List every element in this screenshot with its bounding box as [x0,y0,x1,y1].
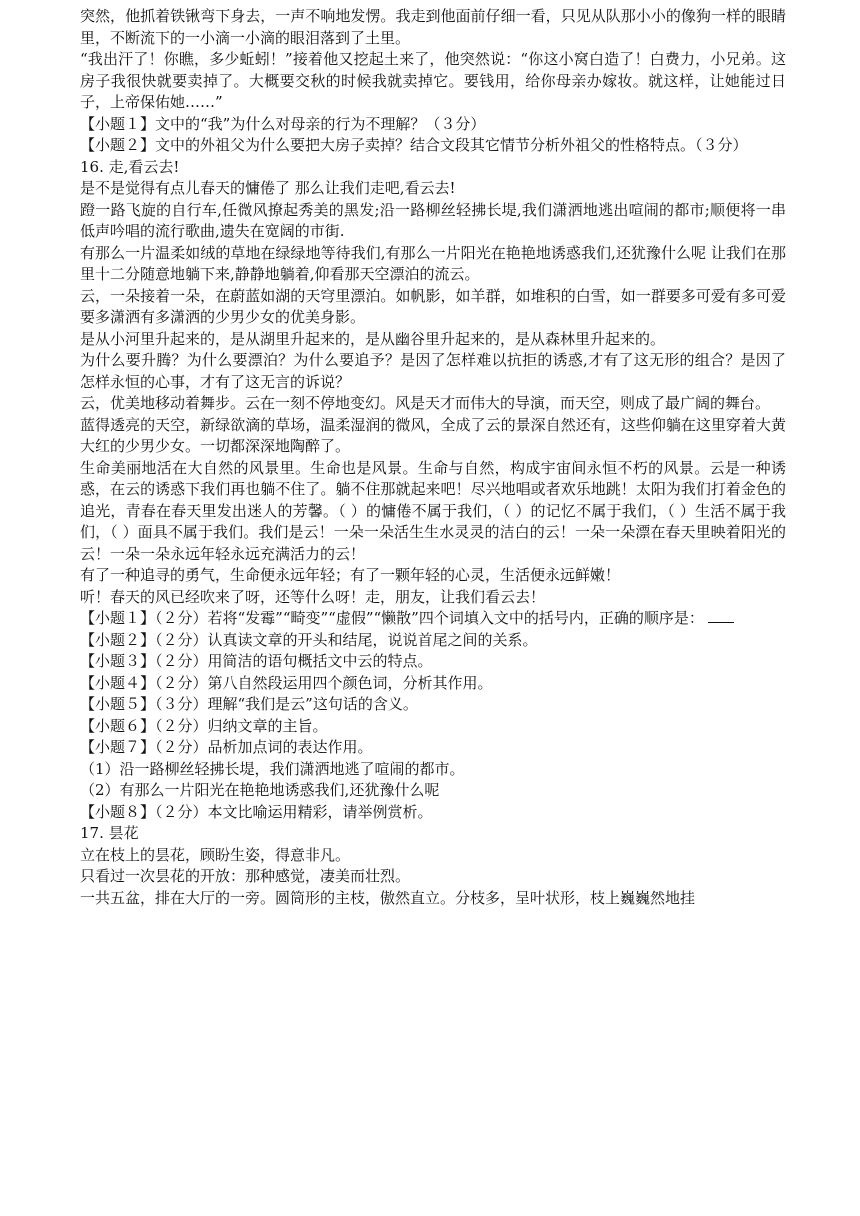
paragraph: 有了一种追寻的勇气，生命便永远年轻；有了一颗年轻的心灵，生活便永远鲜嫩！ [80,566,621,584]
paragraph: 蓝得透亮的天空，新绿欲滴的草场，温柔湿润的微风，全成了云的景深自然还有，这些仰躺在这里穿着大黄大红的少男少女。一切都深深地陶醉了。 [80,415,786,455]
section-title: 17. 昙花 [80,824,139,842]
paragraph: 听！春天的风已经吹来了呀，还等什么呀！走，朋友，让我们看云去！ [80,587,546,606]
paragraph: 有那么一片温柔如绒的草地在绿绿地等待我们,有那么一片阳光在艳艳地诱惑我们,还犹豫什么呢 让我们在那里十二分随意地躺下来,静静地躺着,仰看那天空漂泊的流云。 [80,243,786,283]
paragraph: 一共五盆，排在大厅的一旁。圆筒形的主枝，傲然直立。分枝多，呈叶状形，枝上巍巍然地挂 [80,888,696,907]
paragraph: 蹬一路飞旋的自行车,任微风撩起秀美的黑发;沿一路柳丝轻拂长堤,我们潇洒地逃出喧闹的都市;顺便将一串低声吟唱的流行歌曲,遗失在宽阔的市街. [80,200,786,240]
sub-question: （1）沿一路柳丝轻拂长堤，我们潇洒地逃了喧闹的都市。 [80,759,465,778]
question: 【小题７】（２分）品析加点词的表达作用。 [80,738,373,756]
question: 【小题４】（２分）第八自然段运用四个颜色词，分析其作用。 [80,673,493,692]
question: 【小题６】（２分）归纳文章的主旨。 [80,716,328,735]
document-body [80,6,786,909]
question: 【小题５】（３分）理解“我们是云”这句话的含义。 [80,695,418,713]
paragraph: 是从小河里升起来的，是从湖里升起来的，是从幽谷里升起来的，是从森林里升起来的。 [80,329,666,348]
question: 【小题３】（２分）用简洁的语句概括文中云的特点。 [80,652,433,670]
paragraph: 云，一朵接着一朵，在蔚蓝如湖的天穹里漂泊。如帆影，如羊群，如堆积的白雪，如一群要多可爱有多可爱要多潇洒有多潇洒的少男少女的优美身影。 [80,286,786,326]
question: 【小题２】文中的外祖父为什么要把大房子卖掉？结合文段其它情节分析外祖父的性格特点。（３分） [80,136,748,154]
paragraph: 为什么要升腾？为什么要漂泊？为什么要追予？是因了怎样难以抗拒的诱惑,才有了这无形的组合？是因了怎样永恒的心事，才有了这无言的诉说？ [80,351,786,391]
paragraph: 突然，他抓着铁锹弯下身去，一声不响地发愣。我走到他面前仔细一看，只见从队那小小的像狗一样的眼睛里，不断流下的一小滴一小滴的眼泪落到了土里。 [80,7,786,47]
paragraph: 只看过一次昙花的开放：那种感觉，凄美而壮烈。 [80,867,411,885]
paragraph: 是不是觉得有点儿春天的慵倦了 那么让我们走吧,看云去! [80,179,456,197]
paragraph: 生命美丽地活在大自然的风景里。生命也是风景。生命与自然，构成宇宙间永恒不朽的风景。云是一种诱惑，在云的诱惑下我们再也躺不住了。躺不住那就起来吧！尽兴地唱或者欢乐地跳！太阳为我们打着金色的追光，青春在春天里发出迷人的芳馨。（ ）的慵倦不属于我们，（ ）的记忆不属于我们，（ ）生活不属于我们，（ ）面具不属于我们。我们是云！一朵一朵活生生水灵灵的洁白的云！一朵一朵漂在春天里映着阳光的云！一朵一朵永远年轻永远充满活力的云！ [80,458,786,563]
answer-blank [708,608,734,623]
section-title: 16. 走,看云去! [80,157,180,176]
question: 【小题１】文中的“我”为什么对母亲的行为不理解？（３分） [80,114,486,133]
paragraph: 云，优美地移动着舞步。云在一刻不停地变幻。风是天才而伟大的导演，而天空，则成了最广阔的舞台。 [80,394,771,412]
paragraph: “我出汗了！你瞧，多少蚯蚓！”接着他又挖起土来了，他突然说：“你这小窝白造了！白费力，小兄弟。这房子我很快就要卖掉了。大概要交秋的时候我就卖掉它。要钱用，给你母亲办嫁妆。就这样，让她能过日子，上帝保佑她……” [80,50,786,111]
sub-question: （2）有那么一片阳光在艳艳地诱惑我们,还犹豫什么呢 [80,781,440,799]
question: 【小题２】（２分）认真读文章的开头和结尾，说说首尾之间的关系。 [80,630,538,649]
question-text: 【小题１】（２分）若将“发霉”“畸变”“虚假”“懒散”四个词填入文中的括号内，正确的顺序是： [80,609,704,627]
paragraph: 立在枝上的昙花，顾盼生姿，得意非凡。 [80,845,351,864]
question [80,608,786,630]
question: 【小题８】（２分）本文比喻运用精彩，请举例赏析。 [80,802,433,821]
